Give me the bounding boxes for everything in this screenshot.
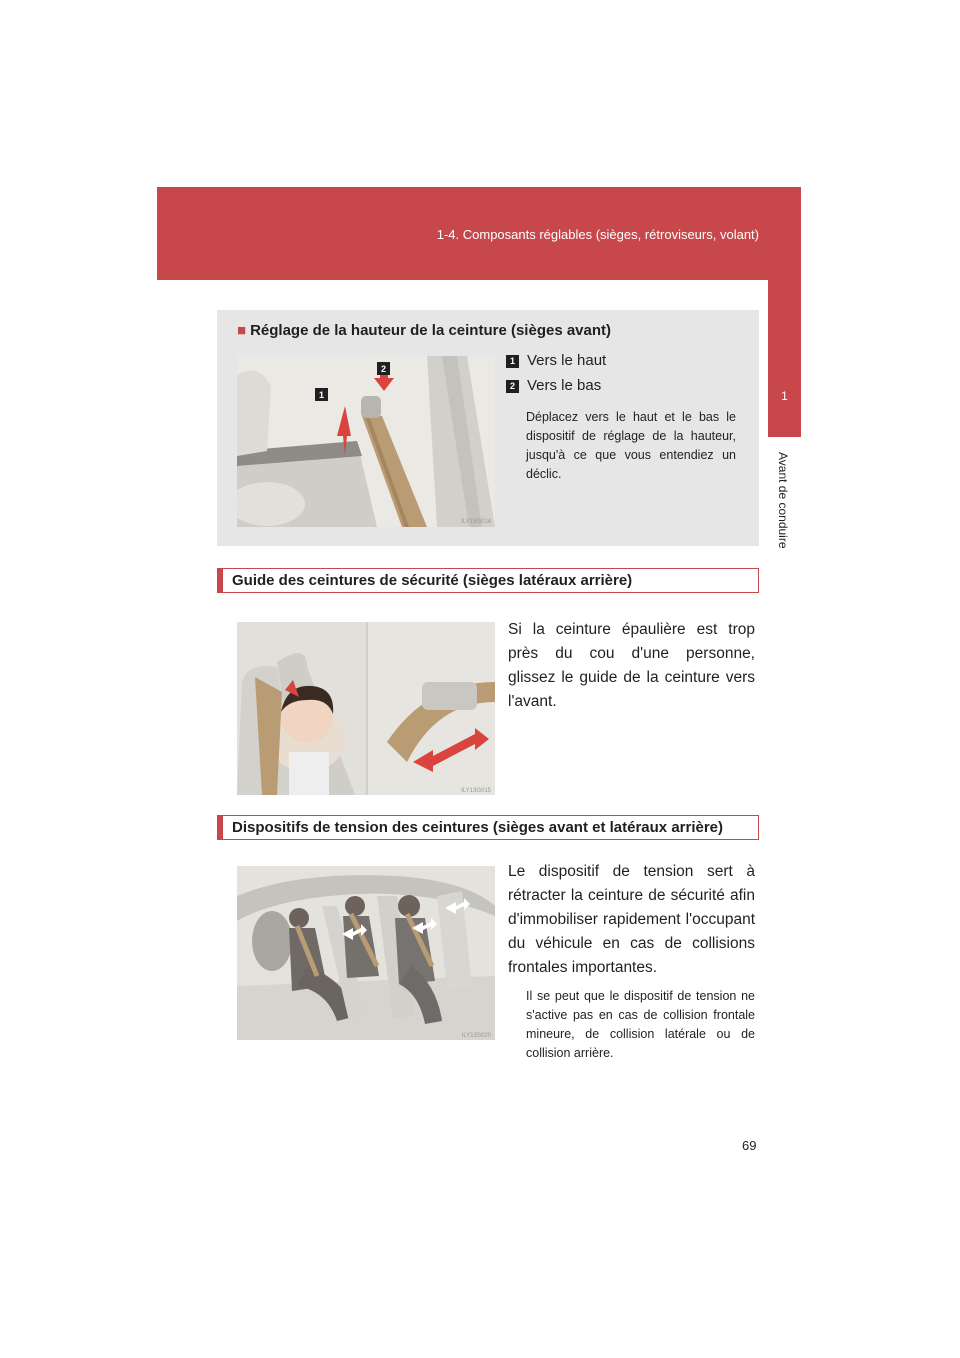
pretensioner-illustration (237, 866, 495, 1040)
belt-height-illustration (237, 356, 495, 527)
step-num: 2 (506, 380, 519, 393)
guide-section-heading (217, 568, 759, 593)
step-label: Vers le bas (527, 377, 602, 394)
tension-section-note: Il se peut que le dispositif de tension ne s'active pas en cas de collision frontale mineure, de collision latérale ou de collision arrière. (526, 989, 755, 1060)
chapter-tab (768, 187, 801, 437)
tension-section-heading (217, 815, 759, 840)
guide-section-text: Si la ceinture épaulière est trop près du cou d'une personne, glissez le guide de la ceinture vers l'avant. (508, 621, 755, 710)
height-adjust-title-text: Réglage de la hauteur de la ceinture (sièges avant) (250, 322, 612, 339)
height-adjust-note: Déplacez vers le haut et le bas le dispositif de réglage de la hauteur, jusqu'à ce que vous entendiez un déclic. (526, 410, 736, 481)
square-bullet-icon: ■ (237, 322, 247, 339)
section-title: 1-4. Composants réglables (sièges, rétroviseurs, volant) (436, 227, 759, 242)
tension-section-heading-text: Dispositifs de tension des ceintures (sièges avant et latéraux arrière) (232, 819, 724, 836)
chapter-number: 1 (781, 389, 788, 403)
height-adjust-title (237, 322, 611, 339)
image-code: ILY13G014 (461, 519, 491, 525)
tension-section-text: Le dispositif de tension sert à rétracter la ceinture de sécurité afin d'immobiliser rapidement l'occupant du véhicule en cas de collisions frontales importantes. (508, 863, 755, 976)
image-code: ILY13G015 (461, 788, 491, 794)
callout-2: 2 (380, 364, 387, 374)
chapter-label: Avant de conduire (776, 452, 790, 549)
step-up (506, 352, 606, 369)
height-adjust-box (217, 310, 759, 546)
guide-section-heading-text: Guide des ceintures de sécurité (sièges latéraux arrière) (232, 572, 633, 589)
step-down (506, 377, 601, 394)
callout-1: 1 (318, 390, 325, 400)
step-label: Vers le haut (527, 352, 607, 369)
step-num: 1 (506, 355, 519, 368)
page-number: 69 (742, 1138, 757, 1153)
header-band (157, 187, 801, 280)
image-code: ILY13S020 (461, 1033, 491, 1039)
belt-guide-illustration (237, 622, 495, 795)
